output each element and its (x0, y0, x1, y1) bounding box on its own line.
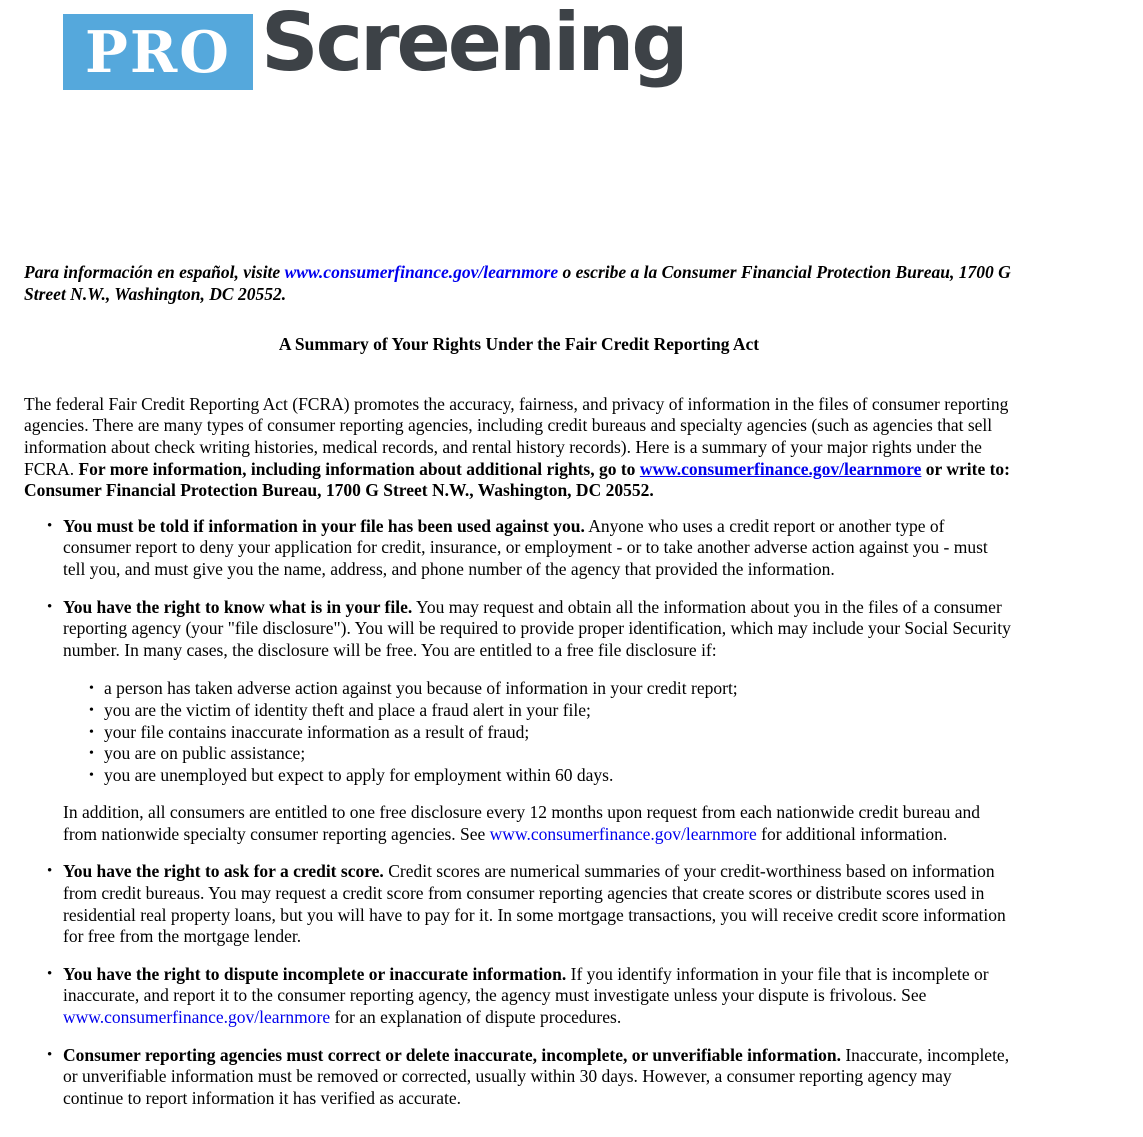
right-lead: You must be told if information in your file has been used against you. (63, 515, 585, 536)
spanish-notice (24, 262, 1014, 305)
right-text-after-link: for an explanation of dispute procedures. (330, 1007, 622, 1028)
intro-bold-text-after: or write to: Consumer Financial Protection Bureau, 1700 G Street N.W., Washington, DC 20552. (24, 458, 1010, 501)
right-item-know-your-file (63, 597, 1014, 846)
condition-item-identity-theft: • you are the victim of identity theft and place a fraud alert in your file; (104, 700, 1014, 722)
consumerfinance-link-intro[interactable]: www.consumerfinance.gov/learnmore (639, 458, 922, 479)
rights-list (24, 516, 1014, 1110)
note-text-before: In addition, all consumers are entitled to one free disclosure every 12 months upon request from each nationwide credit bureau and from nationwide specialty consumer reporting agencies. See (63, 802, 980, 844)
condition-item-adverse-action: • a person has taken adverse action against you because of information in your credit report; (104, 678, 1014, 700)
condition-item-unemployed: • you are unemployed but expect to apply for employment within 60 days. (104, 765, 1014, 787)
right-lead: You have the right to dispute incomplete or inaccurate information. (63, 963, 567, 984)
logo-screening-text: Screening (261, 0, 686, 89)
intro-regular-text: The federal Fair Credit Reporting Act (FCRA) promotes the accuracy, fairness, and privacy of information in the files of consumer reporting agencies. There are many types of consumer reporting agencies, including credit bureaus and specialty agencies (such as agencies that sell information about check writing histories, medical records, and rental history records). Here is a summary of your major rights under the FCRA. (24, 393, 1009, 479)
right-text-before-link: If you identify information in your file that is incomplete or inaccurate, and report it to the consumer reporting agency, the agency must investigate unless your dispute is frivolous. See (63, 963, 989, 1006)
pro-screening-logo (63, 0, 1143, 116)
right-text: Inaccurate, incomplete, or unverifiable information must be removed or corrected, usually within 30 days. However, a consumer reporting agency may continue to report information it has verified as accurate. (63, 1044, 1010, 1108)
right-lead: Consumer reporting agencies must correct or delete inaccurate, incomplete, or unverifiable information. (63, 1044, 841, 1065)
document-content (24, 262, 1014, 1109)
spanish-notice-text-before: Para información en español, visite (24, 262, 285, 282)
right-item-used-against-you (63, 516, 1014, 581)
intro-paragraph (24, 394, 1014, 502)
right-item-dispute-information (63, 964, 1014, 1029)
right-item-credit-score (63, 861, 1014, 947)
right-text: Credit scores are numerical summaries of your credit-worthiness based on information from credit bureaus. You may request a credit score from consumer reporting agencies that create scores or distribute scores used in residential real property loans, but you will have to pay for it. In some mortgage transactions, you will receive credit score information for free from the mortgage lender. (63, 861, 1006, 947)
logo-pro-badge: PRO (63, 14, 253, 90)
additional-info-note (63, 802, 1014, 845)
consumerfinance-link-note[interactable]: www.consumerfinance.gov/learnmore (489, 823, 757, 844)
condition-item-public-assistance: • you are on public assistance; (104, 743, 1014, 765)
right-text: Anyone who uses a credit report or another type of consumer report to deny your application for credit, insurance, or employment - or to take another adverse action against you - must tell you, and must give you the name, address, and phone number of the agency that provided the information. (63, 515, 988, 579)
document-title: A Summary of Your Rights Under the Fair Credit Reporting Act (278, 334, 760, 355)
consumerfinance-link-spanish[interactable]: www.consumerfinance.gov/learnmore (284, 262, 559, 282)
consumerfinance-link-dispute[interactable]: www.consumerfinance.gov/learnmore (63, 1007, 331, 1028)
intro-bold-text-before: For more information, including information about additional rights, go to (78, 458, 640, 479)
right-text: You may request and obtain all the information about you in the files of a consumer reporting agency (your "file disclosure"). You will be required to provide proper identification, which may include your Social Security number. In many cases, the disclosure will be free. You are entitled to a free file disclosure if: (63, 596, 1011, 660)
spanish-notice-text-after: o escribe a la Consumer Financial Protection Bureau, 1700 G Street N.W., Washington, DC 20552. (24, 262, 1011, 304)
right-lead: You have the right to ask for a credit score. (63, 861, 384, 882)
condition-item-fraud-inaccurate: • your file contains inaccurate information as a result of fraud; (104, 722, 1014, 744)
right-lead: You have the right to know what is in your file. (63, 596, 413, 617)
right-item-correct-or-delete (63, 1045, 1014, 1110)
free-disclosure-conditions-list (63, 678, 1014, 786)
note-text-after: for additional information. (756, 823, 948, 844)
